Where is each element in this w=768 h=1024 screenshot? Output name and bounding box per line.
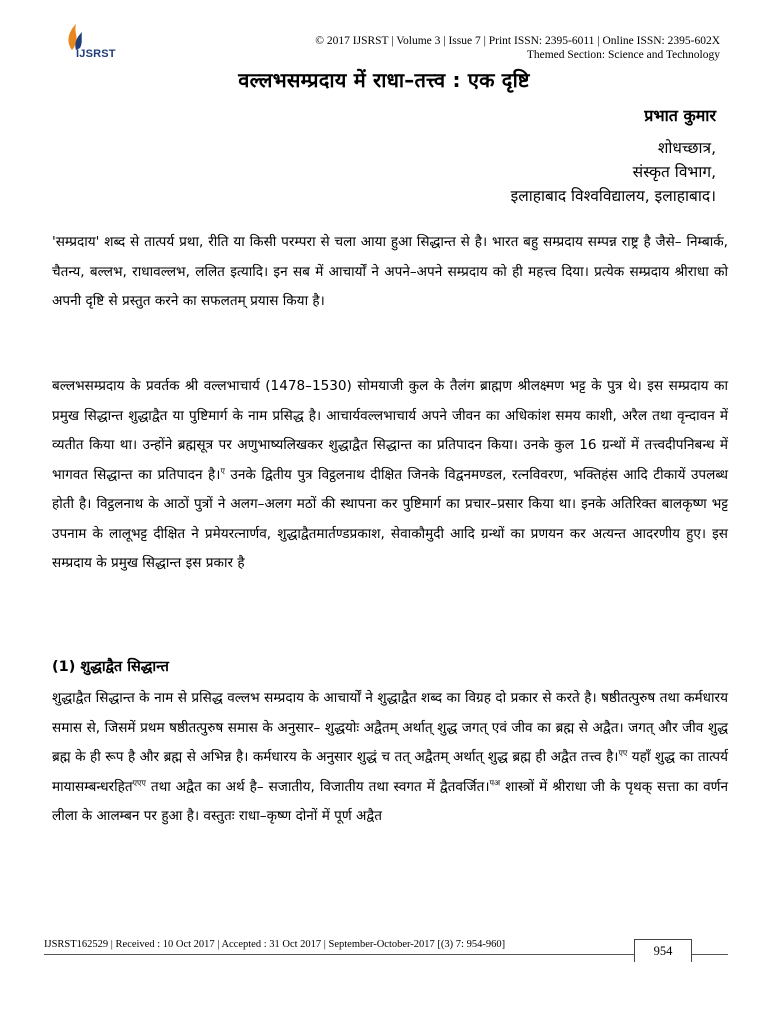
doctrine-text-2: यहाँ शुद्ध का तात्पर्य मायासम्बन्धरहित: [52, 749, 728, 795]
affiliation-line: शोधच्छात्र,: [657, 139, 716, 157]
history-paragraph: [52, 372, 728, 579]
article-title: वल्लभसम्प्रदाय में राधा–तत्त्व : एक दृष्टि: [238, 68, 530, 92]
doctrine-text-1: शुद्धाद्वैत सिद्धान्त के नाम से प्रसिद्ध वल्लभ सम्प्रदाय के आचार्यों ने शुद्धाद्वैत शब्द का विग्रह दो प्रकार से करते है। षष्ठीतत्पुरुष तथा कर्मधारय समास से, जिसमें प्रथम षष्ठीतत्पुरुष समास के अनुसार– शुद्धयोः अद्वैतम् अर्थात् शुद्ध जगत् एवं जीव का ब्रह्म से अद्वैत। जगत् और जीव शुद्ध ब्रह्म के ही रूप है और ब्रह्म से अभिन्न है। कर्मधारय के अनुसार शुद्धं च तत् अद्वैतम् अर्थात् शुद्ध ब्रह्म ही अद्वैत तत्त्व है।: [52, 690, 728, 765]
logo-text: IJSRST: [76, 48, 116, 60]
page-number: 954: [634, 939, 692, 962]
intro-paragraph: 'सम्प्रदाय' शब्द से तात्पर्य प्रथा, रीति या किसी परम्परा से चला आया हुआ सिद्धान्त से है। भारत बहु सम्प्रदाय सम्पन्न राष्ट्र है जैसे– निम्बार्क, चैतन्य, बल्लभ, राधावल्लभ, ललित इत्यादि। इन सब में आचार्यों ने अपने–अपने सम्प्रदाय को ही महत्त्व दिया। प्रत्येक सम्प्रदाय श्रीराधा को अपनी दृष्टि से प्रस्तुत करने का सफलतम् प्रयास किया है।: [52, 234, 728, 309]
affiliation-line: इलाहाबाद विश्वविद्यालय, इलाहाबाद।: [510, 187, 716, 205]
footnote-ref: पअ: [489, 777, 501, 787]
journal-citation-line: © 2017 IJSRST | Volume 3 | Issue 7 | Print ISSN: 2395-6011 | Online ISSN: 2395-602X: [315, 35, 720, 47]
affiliation-line: संस्कृत विभाग,: [632, 163, 716, 181]
footnote-ref: ए: [220, 465, 225, 475]
themed-section-line: Themed Section: Science and Technology: [526, 49, 720, 61]
doctrine-text-3: तथा अद्वैत का अर्थ है– सजातीय, विजातीय तथा स्वगत में द्वैतवर्जित।: [145, 778, 490, 795]
author-affiliation: [511, 136, 716, 208]
footnote-ref: एए: [618, 748, 628, 758]
journal-header: [315, 34, 720, 62]
footer-divider: [44, 954, 728, 955]
section-heading: (1) शुद्धाद्वैत सिद्धान्त: [52, 659, 169, 675]
author-name: प्रभात कुमार: [644, 106, 716, 125]
doctrine-text-4: शास्त्रों में श्रीराधा जी के पृथक् सत्ता का वर्णन लीला के आलम्बन पर हुआ है। वस्तुतः राधा–कृष्ण दोनों में पूर्ण अद्वैत: [52, 778, 729, 824]
journal-logo: [62, 22, 122, 64]
history-text-2: उनके द्वितीय पुत्र विट्ठलनाथ दीक्षित जिनके विद्वनमण्डल, रत्नविवरण, भक्तिहंस आदि टीकायें उपलब्ध होती है। विट्ठलनाथ के आठों पुत्रों ने अलग–अलग मठों की स्थापना कर पुष्टिमार्ग का प्रचार–प्रसार किया था। इनके अतिरिक्त बालकृष्ण भट्ट उपनाम के लालूभट्ट दीक्षित ने प्रमेयरत्नार्णव, शुद्धाद्वैतमार्तण्डप्रकाश, सेवाकौमुदी आदि ग्रन्थों का प्रणयन कर अत्यन्त आदरणीय हुए। इस सम्प्रदाय के प्रमुख सिद्धान्त इस प्रकार है: [52, 466, 728, 571]
footnote-ref: एएए: [132, 777, 146, 787]
history-text-1: बल्लभसम्प्रदाय के प्रवर्तक श्री वल्लभाचार्य (1478–1530) सोमयाजी कुल के तैलंग ब्राह्मण श्रीलक्ष्मण भट्ट के पुत्र थे। इस सम्प्रदाय का प्रमुख सिद्धान्त शुद्धाद्वैत या पुष्टिमार्ग के नाम प्रसिद्ध है। आचार्यवल्लभाचार्य अपने जीवन का अधिकांश समय काशी, अरैल तथा वृन्दावन में व्यतीत किया था। उन्होंने ब्रह्मसूत्र पर अणुभाष्यलिखकर शुद्धाद्वैत सिद्धान्त का प्रतिपादन किया। उनके कुल 16 ग्रन्थों में तत्त्वदीपनिबन्ध में भागवत सिद्धान्त का प्रतिपादन है।: [52, 378, 728, 483]
footer-citation: IJSRST162529 | Received : 10 Oct 2017 | Accepted : 31 Oct 2017 | September-October-2017 [(3) 7: 954-960]: [44, 939, 506, 950]
shuddhadvaita-paragraph: [52, 684, 728, 832]
